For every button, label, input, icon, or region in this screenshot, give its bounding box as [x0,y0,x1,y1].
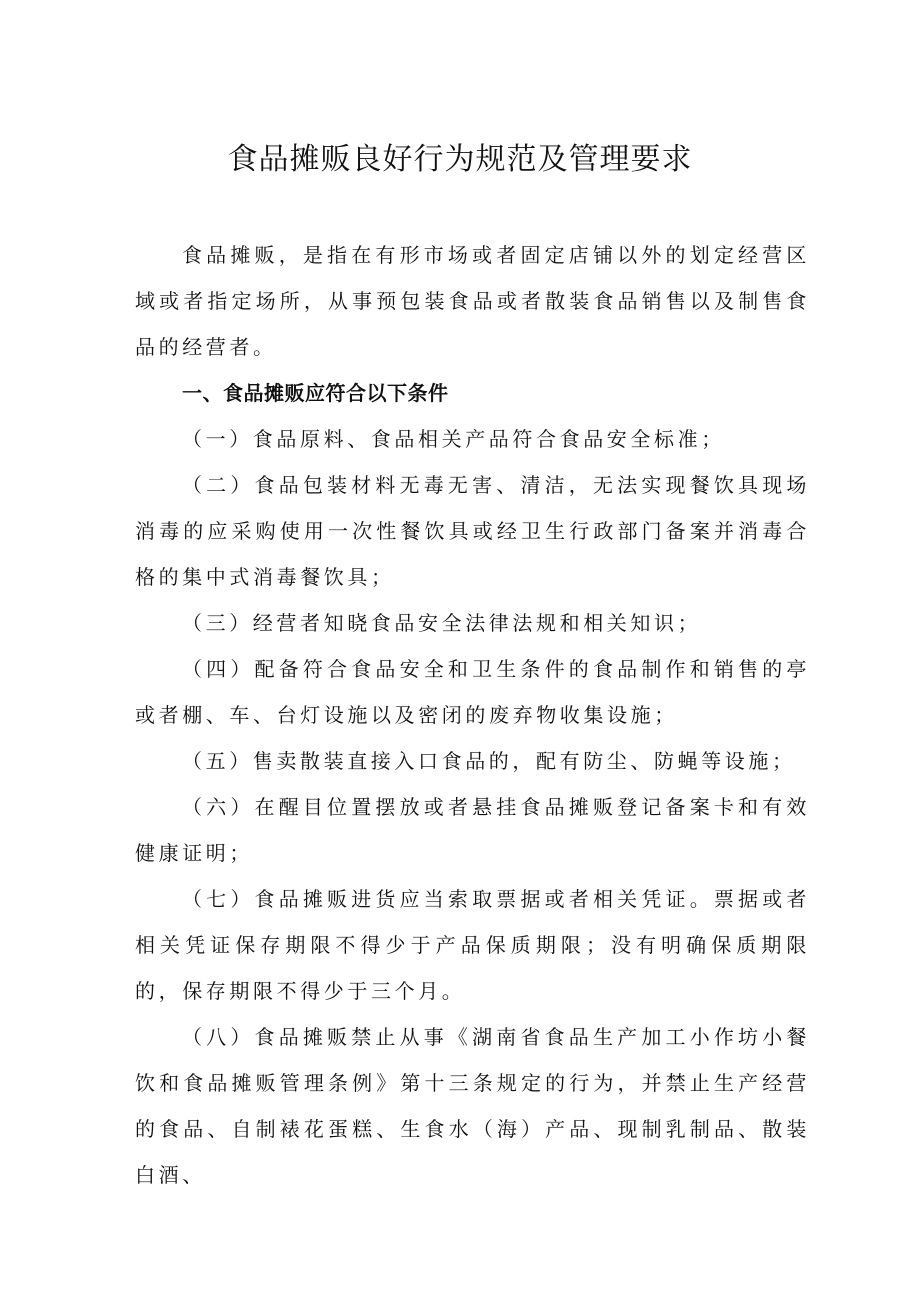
document-body [135,232,810,1198]
list-item: （四）配备符合食品安全和卫生条件的食品制作和销售的亭或者棚、车、台灯设施以及密闭的废弃物收集设施； [135,657,810,727]
intro-paragraph: 食品摊贩，是指在有形市场或者固定店铺以外的划定经营区域或者指定场所，从事预包装食品或者散装食品销售以及制售食品的经营者。 [135,243,810,359]
list-item: （二）食品包装材料无毒无害、清洁，无法实现餐饮具现场消毒的应采购使用一次性餐饮具或经卫生行政部门备案并消毒合格的集中式消毒餐饮具； [135,473,810,589]
document-title: 食品摊贩良好行为规范及管理要求 [227,142,693,177]
list-item: （八）食品摊贩禁止从事《湖南省食品生产加工小作坊小餐饮和食品摊贩管理条例》第十三条规定的行为，并禁止生产经营的食品、自制裱花蛋糕、生食水（海）产品、现制乳制品、散装白酒、 [135,1025,810,1187]
list-item: （一）食品原料、食品相关产品符合食品安全标准； [182,427,725,451]
list-item: （五）售卖散装直接入口食品的，配有防尘、防蝇等设施； [182,749,796,773]
list-item: （三）经营者知晓食品安全法律法规和相关知识； [182,611,702,635]
list-item: （七）食品摊贩进货应当索取票据或者相关凭证。票据或者相关凭证保存期限不得少于产品保质期限；没有明确保质期限的，保存期限不得少于三个月。 [135,887,810,1003]
list-item: （六）在醒目位置摆放或者悬挂食品摊贩登记备案卡和有效健康证明； [135,795,810,865]
section-heading: 一、食品摊贩应符合以下条件 [182,381,449,405]
